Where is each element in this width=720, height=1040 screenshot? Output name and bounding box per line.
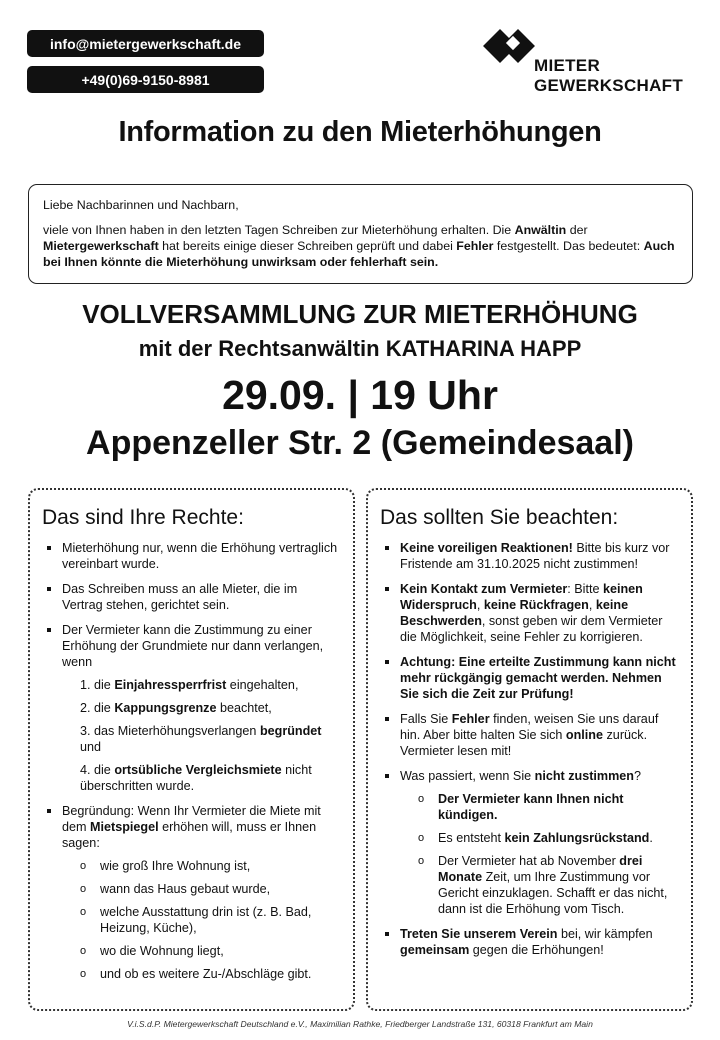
note-bold: Fehler — [451, 712, 490, 726]
note-bold: keinen Widerspruch — [400, 582, 643, 612]
note-text: ? — [634, 769, 642, 783]
note-bold: Kein Kontakt zum Vermieter — [400, 582, 568, 596]
rights-item: Das Schreiben muss an alle Mieter, die im Vertrag stehen, gerichtet sein. — [42, 581, 341, 613]
note-text: finden, weisen Sie uns darauf hin. Aber bitte halten Sie sich — [400, 712, 659, 742]
event-location: Appenzeller Str. 2 (Gemeindesaal) — [86, 424, 634, 462]
note-bold: keine Rückfragen — [483, 598, 589, 612]
consequence-text: Zeit, um Ihre Zustimmung vor Gericht einzuklagen. Schafft er das nicht, dann ist die Erhöhung vom Tisch. — [438, 870, 668, 916]
reason-item: o wann das Haus gebaut wurde, — [62, 881, 341, 897]
consequence-item — [400, 830, 679, 846]
note-item — [380, 581, 679, 645]
note-bold: gemeinsam — [400, 943, 470, 957]
logo-text — [534, 56, 683, 96]
reasons-list — [62, 858, 341, 982]
rights-panel — [28, 488, 355, 1011]
rights-item — [42, 622, 341, 794]
reason-item: o wo die Wohnung liegt, — [62, 943, 341, 959]
condition-bold: Kappungsgrenze — [114, 701, 217, 715]
note-text: Bitte bis kurz vor Fristende am 31.10.2025 nicht zustimmen! — [400, 541, 670, 571]
condition-item — [80, 677, 341, 693]
reason-item: o und ob es weitere Zu-/Abschläge gibt. — [62, 966, 341, 982]
condition-text: 2. die — [80, 701, 115, 715]
consequence-text: Der Vermieter hat ab November — [438, 854, 620, 868]
intro-bold-3: Fehler — [456, 239, 494, 253]
event-title: VOLLVERSAMMLUNG ZUR MIETERHÖHUNG — [82, 299, 638, 329]
condition-bold: Einjahressperrfrist — [114, 678, 227, 692]
imprint-footer: V.i.S.d.P. Mietergewerkschaft Deutschland e.V., Maximilian Rathke, Friedberger Landstraße 131, 60318 Frankfurt am Main — [127, 1019, 593, 1029]
consequence-bold: drei Monate — [438, 854, 643, 884]
diamond-logo-icon — [478, 26, 538, 76]
logo-line-1: MIETER — [534, 56, 601, 75]
note-item — [380, 711, 679, 759]
condition-bold: ortsübliche Vergleichsmiete — [114, 763, 282, 777]
consequences-list — [400, 791, 679, 917]
note-bold: online — [565, 728, 604, 742]
condition-text: 3. das Mieterhöhungsverlangen — [80, 724, 260, 738]
intro-greeting: Liebe Nachbarinnen und Nachbarn, — [43, 198, 239, 212]
consequence-text: . — [649, 831, 653, 845]
note-text: Was passiert, wenn Sie — [400, 769, 535, 783]
condition-text: beachtet, — [216, 701, 272, 715]
intro-box — [28, 184, 693, 284]
intro-bold-4: Auch bei Ihnen könnte die Mieterhöhung unwirksam oder fehlerhaft sein. — [43, 239, 675, 269]
condition-text: eingehalten, — [226, 678, 299, 692]
phone-pill[interactable] — [27, 66, 264, 93]
rights-item-text: Begründung: Wenn Ihr Vermieter die Miete mit dem — [62, 804, 321, 834]
condition-text: 1. die — [80, 678, 115, 692]
note-text: , sonst geben wir dem Vermieter die Möglichkeit, seine Fehler zu korrigieren. — [400, 614, 663, 644]
reason-item: o wie groß Ihre Wohnung ist, — [62, 858, 341, 874]
condition-text: nicht überschritten wurde. — [80, 763, 312, 793]
note-text: , — [476, 598, 484, 612]
rights-list — [42, 540, 341, 982]
consequence-item — [400, 853, 679, 917]
rights-item — [42, 803, 341, 982]
note-item — [380, 540, 679, 572]
event-datetime: 29.09. | 19 Uhr — [222, 372, 498, 418]
rights-heading: Das sind Ihre Rechte: — [42, 506, 244, 529]
reason-item: o welche Ausstattung drin ist (z. B. Bad, Heizung, Küche), — [62, 904, 341, 936]
condition-text: 4. die — [80, 763, 115, 777]
note-item — [380, 768, 679, 917]
note-bold: keine Beschwerden — [400, 598, 629, 628]
note-text: : Bitte — [567, 582, 603, 596]
consequence-bold: kein Zahlungsrückstand — [504, 831, 650, 845]
note-text: , — [588, 598, 596, 612]
consequence-item — [400, 791, 679, 823]
event-speaker: mit der Rechtsanwältin KATHARINA HAPP — [138, 336, 582, 361]
condition-item — [80, 762, 341, 794]
note-text: zurück. Vermieter lesen mit! — [400, 728, 648, 758]
conditions-list — [62, 677, 341, 794]
email-pill[interactable] — [27, 30, 264, 57]
rights-item-bold: Mietspiegel — [90, 820, 159, 834]
rights-item-text: Der Vermieter kann die Zustimmung zu einer Erhöhung der Grundmiete nur dann verlangen, wenn — [62, 623, 324, 669]
intro-bold-1: Anwältin — [514, 223, 567, 237]
logo — [478, 26, 698, 100]
logo-line-2: GEWERKSCHAFT — [534, 76, 684, 95]
note-item — [380, 926, 679, 958]
intro-bold-2: Mietergewerkschaft — [43, 239, 159, 253]
intro-text — [43, 222, 678, 270]
intro-text-1: viele von Ihnen haben in den letzten Tagen Schreiben zur Mieterhöhung erhalten. Die — [43, 223, 515, 237]
note-bold: Treten Sie unserem Verein — [400, 927, 558, 941]
rights-item-text: erhöhen will, muss er Ihnen sagen: — [62, 820, 317, 850]
note-text: gegen die Erhöhungen! — [469, 943, 604, 957]
note-bold: Achtung: Eine erteilte Zustimmung kann nicht mehr rückgängig gemacht werden. Nehmen Sie sich die Zeit zur Prüfung! — [400, 655, 676, 701]
note-bold: Keine voreiligen Reaktionen! — [400, 541, 573, 555]
condition-bold: begründet — [259, 724, 322, 738]
intro-text-4: festgestellt. Das bedeutet: — [493, 239, 644, 253]
note-text: Falls Sie — [400, 712, 452, 726]
consequence-bold: Der Vermieter kann Ihnen nicht kündigen. — [438, 792, 624, 822]
condition-item — [80, 723, 341, 755]
note-text: bei, wir kämpfen — [557, 927, 653, 941]
page-title: Information zu den Mieterhöhungen — [118, 116, 602, 148]
condition-item — [80, 700, 341, 716]
notes-list — [380, 540, 679, 958]
intro-text-2: der — [566, 223, 588, 237]
intro-text-3: hat bereits einige dieser Schreiben geprüft und dabei — [158, 239, 457, 253]
email-text: info@mietergewerkschaft.de — [49, 35, 242, 52]
condition-text: und — [80, 740, 102, 754]
consequence-text: Es entsteht — [438, 831, 505, 845]
notes-heading: Das sollten Sie beachten: — [380, 506, 619, 529]
note-bold: nicht zustimmen — [534, 769, 634, 783]
notes-panel — [366, 488, 693, 1011]
phone-text: +49(0)69-9150-8981 — [81, 71, 210, 88]
rights-item: Mieterhöhung nur, wenn die Erhöhung vertraglich vereinbart wurde. — [42, 540, 341, 572]
note-item — [380, 654, 679, 702]
